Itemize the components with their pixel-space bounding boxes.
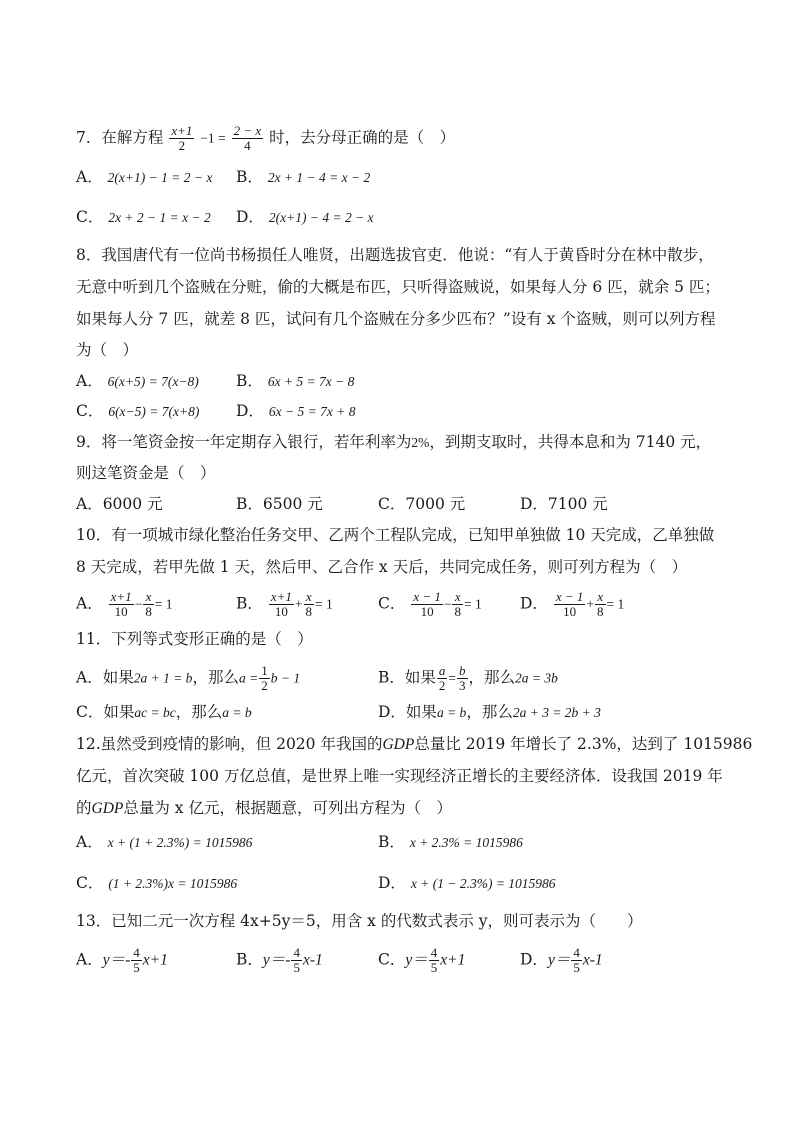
q7-fraction-2 bbox=[232, 124, 264, 153]
q8-c-label: C． bbox=[76, 402, 104, 420]
q12-line-3 bbox=[76, 797, 452, 820]
q13-d-pre: y＝ bbox=[547, 951, 571, 969]
q11-a-expr-1: 2a + 1 = b bbox=[133, 670, 193, 686]
q10-d-rhs: = 1 bbox=[606, 596, 625, 612]
q10-b-op: + bbox=[294, 596, 303, 612]
q7-f1-den: 2 bbox=[178, 138, 186, 153]
q8-line-4: 为（ ） bbox=[76, 341, 139, 359]
q10-c-d1: 10 bbox=[420, 604, 434, 619]
q10-b-label: B． bbox=[236, 594, 263, 613]
q11-c-then: ，那么 bbox=[175, 703, 223, 721]
q10-b-n1: x+1 bbox=[270, 589, 292, 604]
q11-option-d[interactable] bbox=[378, 701, 601, 724]
q8-b-label: B． bbox=[236, 372, 263, 390]
q13-stem: 13．已知二元一次方程 4x+5y＝5，用含 x 的代数式表示 y，则可表示为（ ） bbox=[76, 912, 643, 930]
q13-d-post: x-1 bbox=[582, 951, 603, 969]
q10-d-d2: 8 bbox=[597, 604, 604, 619]
q12-option-c[interactable] bbox=[76, 872, 237, 895]
q9-line-2: 则这笔资金是（ ） bbox=[76, 464, 216, 482]
q12-line-2: 亿元，首次突破 100 万亿总值，是世界上唯一实现经济正增长的主要经济体．设我国 2019 年 bbox=[76, 767, 723, 785]
q13-c-post: x+1 bbox=[440, 951, 466, 969]
q11-a-expr-2a: a = bbox=[238, 670, 259, 686]
q7-c-expr: 2x + 2 − 1 = x − 2 bbox=[108, 210, 211, 225]
q12-gdp: GDP bbox=[382, 736, 415, 753]
q8-a-expr: 6(x+5) = 7(x−8) bbox=[107, 374, 199, 389]
q11-d-then: ，那么 bbox=[466, 703, 513, 721]
q10-d-n2: x bbox=[595, 590, 606, 605]
q10-a-label: A． bbox=[76, 594, 103, 613]
q9-line-1-a: 9．将一笔资金按一年定期存入银行，若年利率为 bbox=[76, 433, 412, 451]
q10-d-frac-2 bbox=[595, 590, 606, 619]
q11-c-expr-2: a = b bbox=[222, 705, 252, 720]
q11-b-d1: 2 bbox=[438, 678, 446, 693]
q7-option-b[interactable] bbox=[236, 166, 370, 189]
q13-d-label: D． bbox=[520, 950, 548, 969]
q10-a-rhs: = 1 bbox=[154, 596, 173, 612]
q11-option-c[interactable] bbox=[76, 701, 252, 724]
q10-option-a[interactable] bbox=[76, 590, 173, 619]
q9-option-c[interactable]: C．7000 元 bbox=[378, 495, 466, 513]
q10-c-n2: x bbox=[452, 590, 463, 605]
q11-c-text: C．如果 bbox=[76, 703, 135, 721]
q10-b-frac-2 bbox=[304, 590, 315, 619]
q10-a-d1: 10 bbox=[114, 604, 128, 619]
q11-b-n1: a bbox=[438, 663, 446, 678]
q8-line-1: 8．我国唐代有一位尚书杨损任人唯贤，出题选拔官吏．他说：“有人于黄昏时分在林中散步， bbox=[76, 246, 714, 264]
q13-b-frac bbox=[291, 946, 302, 975]
q13-option-c[interactable] bbox=[378, 946, 465, 975]
q7-option-d[interactable] bbox=[236, 206, 374, 229]
q10-a-d2: 8 bbox=[145, 604, 152, 619]
q13-a-d: 5 bbox=[133, 960, 140, 975]
q11-b-expr-2: 2a = 3b bbox=[515, 670, 558, 686]
q12-line-1-b: 总量比 2019 年增长了 2.3%，达到了 1015986 bbox=[414, 735, 753, 753]
q11-d-expr-1: a = b bbox=[436, 705, 467, 720]
q11-a-frac bbox=[259, 664, 270, 693]
q7-d-label: D． bbox=[236, 208, 264, 226]
q13-d-frac bbox=[571, 946, 582, 975]
q10-line-2: 8 天完成，若甲先做 1 天，然后甲、乙合作 x 天后，共同完成任务，则可列方程为（ ） bbox=[76, 558, 688, 576]
q13-a-frac bbox=[131, 946, 142, 975]
q10-d-d1: 10 bbox=[563, 604, 577, 619]
q7-stem-end: 时，去分母正确的是（ ） bbox=[269, 128, 456, 147]
q11-a-text: A．如果 bbox=[76, 668, 134, 687]
q10-option-b[interactable] bbox=[236, 590, 333, 619]
q10-b-rhs: = 1 bbox=[315, 596, 333, 612]
q12-d-expr: x + (1 − 2.3%) = 1015986 bbox=[410, 876, 556, 891]
q12-d-label: D． bbox=[378, 874, 406, 892]
q7-option-a[interactable] bbox=[76, 166, 212, 189]
q11-stem: 11．下列等式变形正确的是（ ） bbox=[76, 630, 313, 648]
q13-a-label: A． bbox=[76, 950, 103, 969]
q13-c-frac bbox=[429, 946, 440, 975]
q7-c-label: C． bbox=[76, 208, 104, 226]
q8-option-d[interactable] bbox=[236, 400, 355, 423]
q9-option-b[interactable]: B．6500 元 bbox=[236, 495, 323, 513]
q12-option-d[interactable] bbox=[378, 872, 556, 895]
q13-d-n: 4 bbox=[573, 945, 580, 960]
q10-b-d2: 8 bbox=[305, 604, 312, 619]
q11-a-fn: 1 bbox=[261, 663, 268, 678]
q10-c-op: − bbox=[443, 596, 452, 612]
q11-a-fd: 2 bbox=[261, 678, 268, 693]
q8-line-2: 无意中听到几个盗贼在分赃，偷的大概是布匹，只听得盗贼说，如果每人分 6 匹，就余 5 匹； bbox=[76, 278, 720, 296]
q11-b-eq: = bbox=[448, 670, 457, 686]
q9-line-1-b: ，到期支取时，共得本息和为 7140 元， bbox=[429, 433, 712, 451]
q13-b-post: x-1 bbox=[302, 951, 323, 969]
q7-f1-num: x+1 bbox=[171, 123, 193, 138]
q12-option-a[interactable] bbox=[76, 831, 252, 854]
q10-c-frac-1 bbox=[411, 590, 443, 619]
q10-b-n2: x bbox=[304, 590, 315, 605]
q8-a-label: A． bbox=[76, 372, 103, 390]
q12-line-1 bbox=[76, 733, 752, 756]
q8-c-expr: 6(x−5) = 7(x+8) bbox=[108, 404, 200, 419]
q7-d-expr: 2(x+1) − 4 = 2 − x bbox=[268, 210, 374, 225]
q11-b-frac-2 bbox=[457, 664, 468, 693]
q10-d-frac-1 bbox=[554, 590, 586, 619]
q8-option-a[interactable] bbox=[76, 370, 199, 393]
q10-b-frac-1 bbox=[269, 590, 294, 619]
q13-a-post: x+1 bbox=[142, 951, 168, 969]
q8-b-expr: 6x + 5 = 7x − 8 bbox=[267, 374, 355, 389]
q11-b-text: B．如果 bbox=[378, 668, 436, 687]
q13-option-b[interactable] bbox=[236, 946, 323, 975]
q8-option-c[interactable] bbox=[76, 400, 199, 423]
q7-stem bbox=[76, 124, 455, 153]
q13-c-label: C． bbox=[378, 950, 406, 969]
q7-a-expr: 2(x+1) − 1 = 2 − x bbox=[107, 170, 213, 185]
q12-a-expr: x + (1 + 2.3%) = 1015986 bbox=[107, 835, 253, 850]
q8-d-expr: 6x − 5 = 7x + 8 bbox=[268, 404, 356, 419]
q10-a-frac-1 bbox=[109, 590, 134, 619]
q13-option-a[interactable] bbox=[76, 946, 168, 975]
q12-line-3-b: 总量为 x 亿元，根据题意，可列出方程为（ ） bbox=[123, 799, 452, 817]
q10-c-rhs: = 1 bbox=[463, 596, 482, 612]
q7-fraction-1 bbox=[169, 124, 194, 153]
q10-line-1: 10．有一项城市绿化整治任务交甲、乙两个工程队完成，已知甲单独做 10 天完成，乙单独做 bbox=[76, 526, 715, 544]
q12-line-1-a: 12.虽然受到疫情的影响，但 2020 年我国的 bbox=[76, 735, 383, 753]
q12-b-label: B． bbox=[378, 833, 405, 851]
q12-option-b[interactable] bbox=[378, 831, 523, 854]
q12-c-label: C． bbox=[76, 874, 104, 892]
q10-c-label: C． bbox=[378, 594, 406, 613]
q12-gdp-2: GDP bbox=[91, 800, 124, 817]
q10-option-c[interactable] bbox=[378, 590, 482, 619]
q12-a-label: A． bbox=[76, 833, 103, 851]
q13-b-label: B． bbox=[236, 950, 263, 969]
q13-c-d: 5 bbox=[430, 960, 438, 975]
q10-a-frac-2 bbox=[143, 590, 154, 619]
q8-line-3: 如果每人分 7 匹，就差 8 匹，试问有几个盗贼在分多少匹布？”设有 x 个盗贼，则可以列方程 bbox=[76, 310, 716, 328]
q13-d-d: 5 bbox=[573, 960, 580, 975]
q7-b-label: B． bbox=[236, 168, 263, 186]
q11-d-expr-2: 2a + 3 = 2b + 3 bbox=[512, 705, 601, 720]
q11-b-n2: b bbox=[459, 663, 466, 678]
q7-f2-num: 2 − x bbox=[233, 123, 262, 138]
q7-a-label: A． bbox=[76, 168, 103, 186]
q10-d-label: D． bbox=[520, 594, 548, 613]
q11-option-b[interactable] bbox=[378, 664, 558, 693]
q8-option-b[interactable] bbox=[236, 370, 354, 393]
q10-b-d1: 10 bbox=[274, 604, 288, 619]
q13-a-n: 4 bbox=[133, 945, 140, 960]
q10-a-op: − bbox=[134, 596, 143, 612]
q12-line-3-a: 的 bbox=[76, 799, 92, 817]
q13-a-pre: y＝- bbox=[102, 951, 131, 969]
q9-option-a[interactable]: A．6000 元 bbox=[76, 495, 163, 513]
q11-a-expr-2b: b − 1 bbox=[270, 670, 301, 686]
q11-b-frac-1 bbox=[437, 664, 448, 693]
q11-c-expr-1: ac = bc bbox=[134, 705, 176, 720]
q10-c-d2: 8 bbox=[454, 604, 461, 619]
q13-b-n: 4 bbox=[293, 945, 300, 960]
q13-b-pre: y＝- bbox=[262, 951, 291, 969]
q7-b-expr: 2x + 1 − 4 = x − 2 bbox=[267, 170, 371, 185]
q10-c-frac-2 bbox=[452, 590, 463, 619]
q10-a-n1: x+1 bbox=[110, 589, 132, 604]
q12-b-expr: x + 2.3% = 1015986 bbox=[409, 835, 523, 850]
q11-d-text: D．如果 bbox=[378, 703, 437, 721]
q10-a-n2: x bbox=[143, 590, 154, 605]
q13-c-pre: y＝ bbox=[405, 951, 428, 969]
q12-c-expr: (1 + 2.3%)x = 1015986 bbox=[108, 876, 238, 891]
q11-b-d2: 3 bbox=[459, 678, 466, 693]
q10-d-n1: x − 1 bbox=[555, 589, 584, 604]
q11-b-then: ，那么 bbox=[468, 668, 516, 687]
q13-b-d: 5 bbox=[293, 960, 300, 975]
q11-option-a[interactable] bbox=[76, 664, 300, 693]
q10-d-op: + bbox=[586, 596, 595, 612]
q7-mid: −1 = bbox=[200, 130, 226, 146]
q8-d-label: D． bbox=[236, 402, 264, 420]
q7-f2-den: 4 bbox=[244, 138, 251, 153]
q7-stem-text: 7．在解方程 bbox=[76, 128, 164, 147]
q11-a-then: ，那么 bbox=[192, 668, 239, 687]
q10-c-n1: x − 1 bbox=[413, 589, 441, 604]
q9-line-1 bbox=[76, 431, 711, 454]
q13-option-d[interactable] bbox=[520, 946, 603, 975]
q9-rate: 2% bbox=[411, 435, 430, 450]
q10-option-d[interactable] bbox=[520, 590, 624, 619]
q13-c-n: 4 bbox=[430, 945, 438, 960]
q7-option-c[interactable] bbox=[76, 206, 211, 229]
q9-option-d[interactable]: D．7100 元 bbox=[520, 495, 608, 513]
